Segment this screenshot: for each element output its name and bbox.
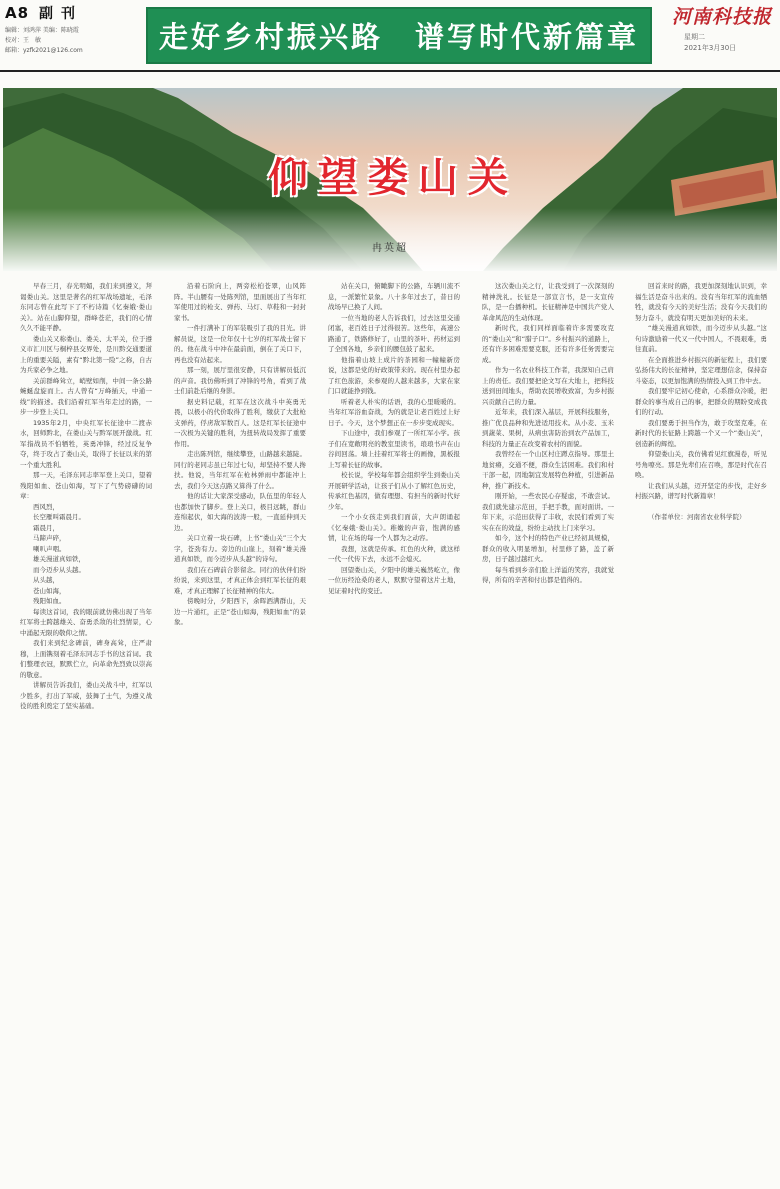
paragraph: 回望娄山关，夕阳中的雄关巍然屹立，像一位历经沧桑的老人，默默守望着这片土地，见证着时代的变迁。 — [328, 565, 460, 595]
paragraph: 让我们从头越，迈开坚定的步伐，走好乡村振兴路，谱写时代新篇章！ — [635, 481, 767, 500]
poem-line: 西风烈， — [33, 502, 59, 511]
paragraph: 下山途中，我们参观了一所红军小学。孩子们在宽敞明亮的教室里读书，琅琅书声在山谷间回荡。墙上挂着红军将士的画像，黑板报上写着长征的故事。 — [328, 429, 460, 469]
paragraph: 他的话让大家深受感动，队伍里的年轻人也都加快了脚步。登上关口，极目远眺，群山连绵起伏，如大海的波涛一般，一直延伸到天边。 — [174, 492, 306, 532]
poem-line: 雄关漫道真如铁， — [33, 555, 85, 563]
article-body — [20, 281, 772, 1185]
paragraph: 那一刻，展厅里很安静，只有讲解员低沉的声音。我仿佛听到了冲锋的号角，看到了战士们前赴后继的身影。 — [174, 366, 306, 395]
paragraph: 我们要牢记初心使命，心系群众冷暖，把群众的事当成自己的事，把群众的期盼变成我们的行动。 — [635, 387, 767, 416]
page-number-text: A8 — [5, 4, 30, 22]
article-title: 仰望娄山关 — [268, 154, 518, 201]
paragraph: 回首来时的路，我更加深刻地认识到，幸福生活是奋斗出来的。没有当年红军的流血牺牲，就没有今天的美好生活；没有今天我们的努力奋斗，就没有明天更加美好的未来。 — [635, 282, 767, 322]
weekday: 星期二 — [684, 33, 705, 41]
text-column-4 — [482, 281, 614, 1185]
paragraph: 近年来，我们深入基层，开展科技服务，推广优良品种和先进适用技术。从小麦、玉米到蔬菜、果树，从病虫害防治到农产品加工，科技的力量正在改变着农村的面貌。 — [482, 408, 614, 448]
paragraph: 刚开始，一些农民心存疑虑，不敢尝试。我们就先建示范田，手把手教，面对面讲。一年下来，示范田获得了丰收，农民们看到了实实在在的效益，纷纷主动找上门来学习。 — [482, 492, 614, 532]
paragraph: （作者单位：河南省农业科学院） — [648, 513, 746, 521]
poem-line: 残阳如血。 — [33, 597, 66, 605]
text-column-2 — [174, 281, 306, 1185]
paragraph: 一件打满补丁的军装吸引了我的目光。讲解员说，这是一位年仅十七岁的红军战士留下的。他在战斗中冲在最前面，倒在了关口下，再也没有站起来。 — [174, 324, 306, 364]
paragraph-gap — [635, 502, 767, 513]
section-name: 副刊 — [39, 6, 84, 22]
paragraph: 一个小女孩走到我们面前，大声朗诵起《忆秦娥·娄山关》。稚嫩的声音，饱满的感情，让在场的每一个人都为之动容。 — [328, 513, 460, 542]
paragraph: 我想，这就是传承。红色的火种，就这样一代一代传下去，永远不会熄灭。 — [328, 544, 460, 563]
paragraph: 我曾经在一个山区村庄蹲点指导。那里土地贫瘠，交通不便，群众生活困难。我们和村干部一起，因地制宜发展特色种植，引进新品种，推广新技术。 — [482, 450, 614, 490]
paragraph: 听着老人朴实的话语，我的心里暖暖的。当年红军浴血奋战，为的就是让老百姓过上好日子。今天，这个梦想正在一步步变成现实。 — [328, 397, 460, 427]
paragraph: 关前群峰耸立，峭壁如削，中间一条公路蜿蜒盘旋而上。古人曾有“万峰插天，中通一线”的描述。我们沿着红军当年走过的路，一步一步登上关口。 — [20, 376, 152, 416]
paragraph: 走出陈列馆，继续攀登，山路越来越陡。同行的老同志虽已年过七旬，却坚持不要人搀扶。他说，当年红军在枪林弹雨中都能冲上去，我们今天这点路又算得了什么。 — [174, 450, 306, 490]
paragraph: 这次娄山关之行，让我受到了一次深刻的精神洗礼。长征是一部宣言书，是一支宣传队，是一台播种机。长征精神是中国共产党人革命风范的生动体现。 — [482, 282, 614, 322]
poem-line: 苍山如海， — [33, 586, 66, 595]
paragraph: 一位当地的老人告诉我们，过去这里交通闭塞，老百姓日子过得很苦。这些年，高速公路通了，铁路修好了，山里的茶叶、药材运到了全国各地，乡亲们的腰包鼓了起来。 — [328, 313, 460, 353]
paragraph: 我们在石碑前合影留念。同行的伙伴们纷纷说，来到这里，才真正体会到红军长征的艰难，才真正理解了长征精神的伟大。 — [174, 565, 306, 595]
paragraph: 仰望娄山关，我仿佛看见红旗漫卷，听见号角嘹亮。那是先辈们在召唤，那是时代在召唤。 — [635, 450, 767, 479]
text-column-1 — [20, 281, 152, 1185]
paragraph: 在全面推进乡村振兴的新征程上，我们要弘扬伟大的长征精神，坚定理想信念，保持奋斗姿态，以更加饱满的热情投入到工作中去。 — [635, 355, 767, 385]
paragraph: 关口立着一块石碑，上书“娄山关”三个大字，苍劲有力。旁边的山崖上，刻着“雄关漫道真如铁，而今迈步从头越”的诗句。 — [174, 534, 306, 563]
slogan-text: 走好乡村振兴路 谱写时代新篇章 — [158, 20, 639, 54]
poem-line: 马蹄声碎， — [33, 534, 66, 542]
paragraph: 娄山关又称娄山、娄关、太平关，位于遵义市汇川区与桐梓县交界处，是川黔交通要道上的重要关隘，素有“黔北第一险”之称，自古为兵家必争之地。 — [20, 334, 152, 374]
paragraph: 早春三月，春光明媚，我们来到遵义，拜谒娄山关。这里是著名的红军战场遗址，毛泽东同志曾在此写下了不朽诗篇《忆秦娥·娄山关》。站在山脚仰望，群峰苍茫，我们的心情久久不能平静。 — [20, 282, 152, 332]
text-column-3 — [328, 281, 460, 1185]
credit-line: 校对：王 敏 — [5, 37, 42, 44]
poem-line: 霜晨月， — [33, 523, 59, 532]
editor-credits — [5, 26, 140, 56]
paragraph: 作为一名农业科技工作者，我深知自己肩上的责任。我们要把论文写在大地上，把科技送到田间地头，帮助农民增收致富，为乡村振兴贡献自己的力量。 — [482, 366, 614, 406]
paragraph: 新时代，我们同样面临着许多需要攻克的“娄山关”和“腊子口”。乡村振兴的道路上，还有许多困难需要克服，还有许多任务需要完成。 — [482, 324, 614, 364]
paragraph: 我们来到纪念碑前，碑身高耸，庄严肃穆，上面镌刻着毛泽东同志手书的这首词。我们整理衣冠，默默伫立，向革命先烈致以崇高的敬意。 — [20, 639, 152, 679]
paragraph: 我们要勇于担当作为，敢于攻坚克难，在新时代的长征路上跨越一个又一个“娄山关”，创造新的辉煌。 — [635, 418, 767, 448]
poem-line: 而今迈步从头越。 — [33, 565, 85, 574]
slogan-banner — [146, 7, 652, 64]
paragraph: 那一天，毛泽东同志率军登上关口，望着残阳如血、苍山如海，写下了气势磅礴的词章： — [20, 471, 152, 500]
paragraph: 校长说，学校每年都会组织学生到娄山关开展研学活动，让孩子们从小了解红色历史，传承红色基因，做有理想、有担当的新时代好少年。 — [328, 471, 460, 511]
date: 2021年3月30日 — [684, 44, 737, 52]
masthead — [0, 0, 780, 74]
paragraph: 每当看到乡亲们脸上洋溢的笑容，我就觉得，所有的辛苦和付出都是值得的。 — [482, 565, 614, 584]
paragraph: 每读这首词，我的眼前就仿佛出现了当年红军将士跨越雄关、奋勇杀敌的壮烈情景，心中涌起无限的敬仰之情。 — [20, 607, 152, 637]
article-author: 冉英超 — [372, 243, 408, 254]
poem-line: 喇叭声咽。 — [33, 544, 66, 553]
header-rule — [0, 70, 780, 72]
text-column-5 — [635, 281, 767, 1185]
paragraph: 傍晚时分，夕阳西下，余晖洒满群山，天边一片通红，正是“苍山如海，残阳如血”的景象。 — [174, 597, 306, 626]
newspaper-logo: 河南科技报 — [671, 6, 772, 28]
paragraph: 据史料记载，红军在这次战斗中英勇无畏，以极小的代价取得了胜利，缴获了大批枪支弹药，俘虏敌军数百人。这是红军长征途中一次极为关键的胜利，为扭转战局发挥了重要作用。 — [174, 397, 306, 448]
paragraph: 沿着石阶向上，两旁松柏苍翠，山风阵阵。半山腰有一处陈列馆，里面展出了当年红军使用过的枪支、弹药、马灯、草鞋和一封封家书。 — [174, 282, 306, 322]
paragraph: 他指着山坡上成片的茶园和一幢幢新房说，这都是党的好政策带来的。现在村里办起了红色旅游，来参观的人越来越多，大家在家门口就能挣到钱。 — [328, 355, 460, 395]
page-number — [5, 3, 83, 23]
paragraph: “雄关漫道真如铁，而今迈步从头越。”这句诗激励着一代又一代中国人，不畏艰难，勇往直前。 — [635, 324, 767, 353]
paragraph: 如今，这个村的特色产业已经初具规模，群众的收入明显增加，村里修了路，盖了新房，日子越过越红火。 — [482, 534, 614, 563]
poem-line: 长空雁叫霜晨月。 — [33, 513, 85, 521]
issue-date — [684, 32, 736, 54]
paragraph: 1935年2月，中央红军长征途中二渡赤水，回师黔北，在娄山关与黔军展开激战。红军指战员不怕牺牲，英勇冲锋，经过反复争夺，终于攻占了娄山关，取得了长征以来的第一个重大胜利。 — [20, 418, 152, 469]
credit-line: 邮箱：yzfk2021@126.com — [5, 47, 83, 54]
credit-line: 编辑：刘鸿萍 美编：陈晓霞 — [5, 27, 79, 34]
poem-line: 从头越， — [33, 576, 59, 584]
paragraph: 讲解员告诉我们，娄山关战斗中，红军以少胜多，打出了军威，鼓舞了士气，为遵义战役的胜利奠定了坚实基础。 — [20, 681, 152, 710]
paragraph: 站在关口，俯瞰脚下的公路，车辆川流不息，一派繁忙景象。八十多年过去了，昔日的战场早已换了人间。 — [328, 282, 460, 311]
